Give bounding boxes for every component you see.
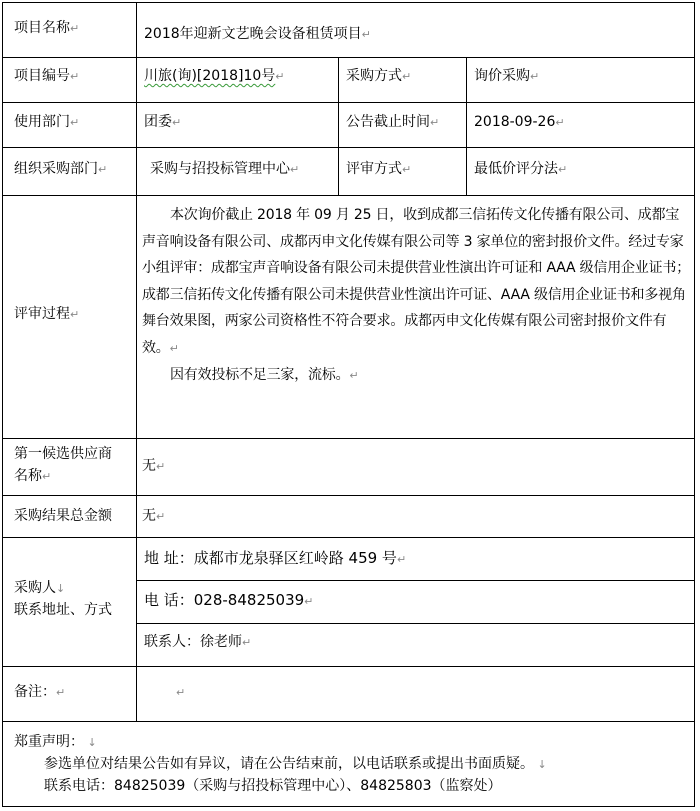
deadline-value: 2018-09-26↵: [474, 114, 565, 130]
first-candidate-value: 无↵: [142, 458, 166, 474]
contact-label-2: 联系地址、方式: [14, 602, 112, 618]
statement-line-1: 参选单位对结果公告如有异议，请在公告结束前，以电话联系或提出书面质疑。 ↓: [44, 756, 547, 772]
review-method-value: 最低价评分法↵: [474, 161, 568, 177]
contact-phone: 电 话：028-84825039↵: [144, 591, 314, 609]
remark-label: 备注：↵: [14, 684, 66, 700]
total-value: 无↵: [142, 508, 166, 524]
first-candidate-label: 第一候选供应商: [14, 446, 112, 462]
method-label: 采购方式↵: [346, 68, 412, 84]
org-label: 组织采购部门↵: [14, 161, 108, 177]
org-value: 采购与招投标管理中心↵: [150, 161, 300, 177]
contact-person: 联系人：徐老师↵: [144, 634, 252, 650]
first-candidate-label-2: 名称↵: [14, 468, 52, 484]
project-no-value: 川旅(询)[2018]10号↵: [144, 68, 285, 84]
process-text: [142, 202, 690, 390]
process-paragraph-1: 本次询价截止 2018 年 09 月 25 日，收到成都三信拓传文化传播有限公司、成都宝声音响设备有限公司、成都丙申文化传媒有限公司等 3 家单位的密封报价文件。经过专家小组评审：成都宝声音响设备有限公司未提供营业性演出许可证和 AAA 级信用企业证书；成都三信拓传文化传播有限公司未提供营业性演出许可证、AAA 级信用企业证书和多视角舞台效果图，两家公司资格性不符合要求。成都丙申文化传媒有限公司密封报价文件有效。↵: [142, 207, 691, 356]
total-label: 采购结果总金额: [14, 508, 112, 524]
process-paragraph-2: 因有效投标不足三家，流标。↵: [170, 367, 359, 383]
deadline-label: 公告截止时间↵: [346, 114, 440, 130]
dept-value: 团委↵: [144, 114, 182, 130]
contact-address: 地 址：成都市龙泉驿区红岭路 459 号↵: [144, 549, 407, 567]
statement-title: 郑重声明： ↓: [14, 734, 97, 750]
method-value: 询价采购↵: [474, 68, 540, 84]
dept-label: 使用部门↵: [14, 114, 80, 130]
statement-line-2: 联系电话：84825039（采购与招投标管理中心）、84825803（监察处）: [44, 778, 502, 794]
review-method-label: 评审方式↵: [346, 161, 412, 177]
project-no-label: 项目编号↵: [14, 68, 80, 84]
remark-mark: ↵: [176, 686, 186, 699]
project-name-label: 项目名称↵: [14, 20, 80, 36]
project-name-value: 2018年迎新文艺晚会设备租赁项目↵: [144, 26, 371, 42]
contact-label-1: 采购人↓: [14, 580, 66, 596]
process-label: 评审过程↵: [14, 306, 80, 322]
